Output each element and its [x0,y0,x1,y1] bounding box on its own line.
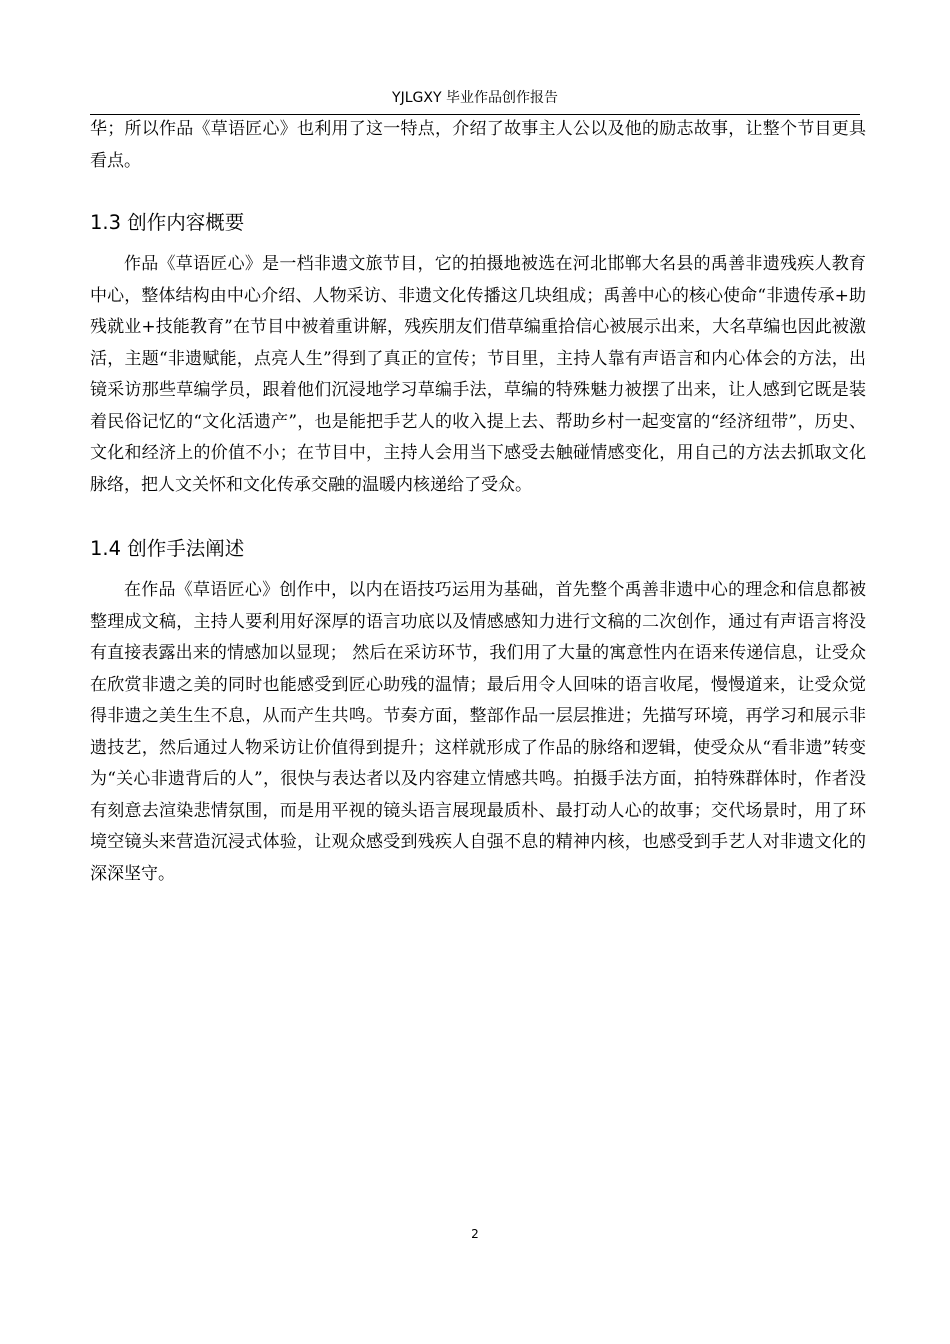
section-heading-1-3: 1.3 创作内容概要 [90,211,245,234]
section-1-4-paragraph: 在作品《草语匠心》创作中，以内在语技巧运用为基础，首先整个禹善非遗中心的理念和信息都被整理成文稿，主持人要利用好深厚的语言功底以及情感感知力进行文稿的二次创作，通过有声语言将没有直接表露出来的情感加以显现； 然后在采访环节，我们用了大量的寓意性内在语来传递信息，让受众在欣赏非遗之美的同时也能感受到匠心助残的温情；最后用令人回味的语言收尾，慢慢道来，让受众觉得非遗之美生生不息，从而产生共鸣。节奏方面，整部作品一层层推进；先描写环境，再学习和展示非遗技艺，然后通过人物采访让价值得到提升；这样就形成了作品的脉络和逻辑，使受众从“看非遗”转变为“关心非遗背后的人”，很快与表达者以及内容建立情感共鸣。拍摄手法方面，拍特殊群体时，作者没有刻意去渲染悲情氛围，而是用平视的镜头语言展现最质朴、最打动人心的故事；交代场景时，用了环境空镜头来营造沉浸式体验，让观众感受到残疾人自强不息的精神内核，也感受到手艺人对非遗文化的深深坚守。 [90,580,866,884]
page-header [90,88,860,115]
header-title: YJLGXY 毕业作品创作报告 [392,90,558,106]
section-heading-1-4: 1.4 创作手法阐述 [90,537,245,560]
page-body [90,114,866,890]
page-number: 2 [471,1227,479,1241]
section-1-3-paragraph: 作品《草语匠心》是一档非遗文旅节目，它的拍摄地被选在河北邯郸大名县的禹善非遗残疾人教育中心，整体结构由中心介绍、人物采访、非遗文化传播这几块组成；禹善中心的核心使命“非遗传承+助残就业+技能教育”在节目中被着重讲解，残疾朋友们借草编重拾信心被展示出来，大名草编也因此被激活，主题“非遗赋能，点亮人生”得到了真正的宣传；节目里，主持人靠有声语言和内心体会的方法，出镜采访那些草编学员，跟着他们沉浸地学习草编手法，草编的特殊魅力被摆了出来，让人感到它既是装着民俗记忆的“文化活遗产”，也是能把手艺人的收入提上去、帮助乡村一起变富的“经济纽带”，历史、文化和经济上的价值不小；在节目中，主持人会用当下感受去触碰情感变化，用自己的方法去抓取文化脉络，把人文关怀和文化传承交融的温暖内核递给了受众。 [90,254,866,495]
continuation-paragraph: 华；所以作品《草语匠心》也利用了这一特点，介绍了故事主人公以及他的励志故事，让整个节目更具看点。 [90,119,866,171]
